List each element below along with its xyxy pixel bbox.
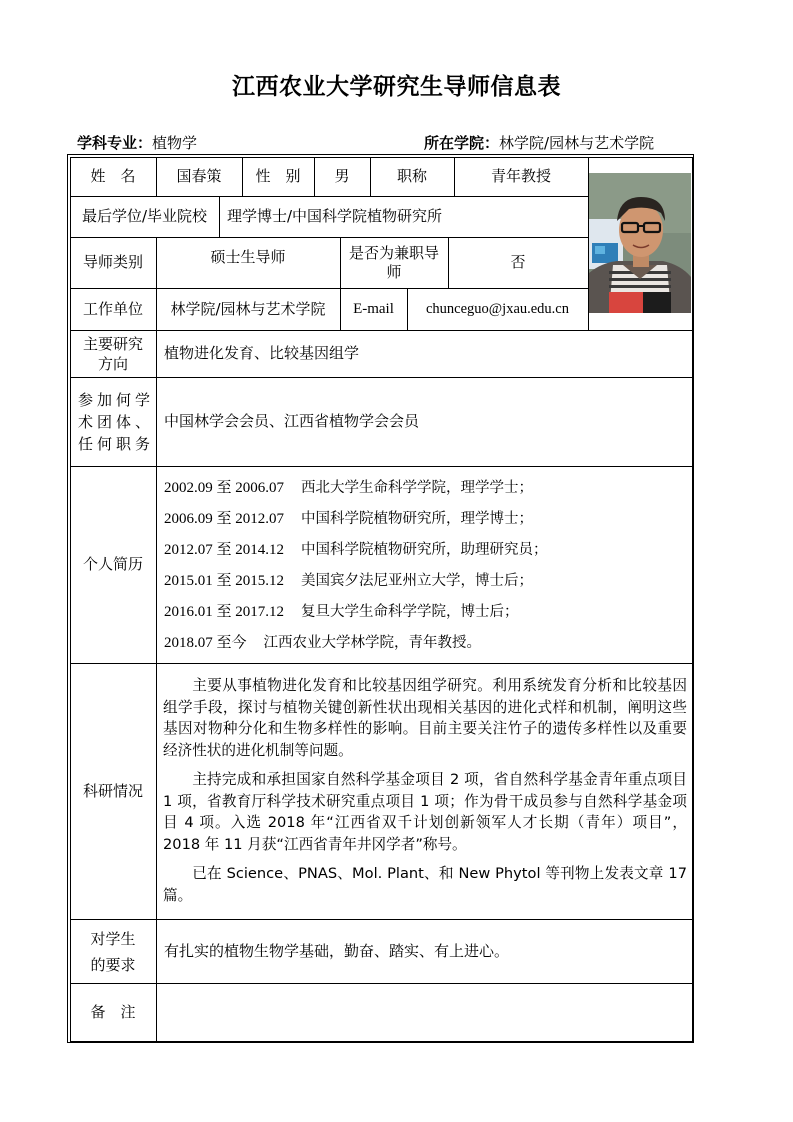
cv-date: 2015.01 至 2015.12 xyxy=(164,573,285,589)
requirements-label: 对学生的要求 xyxy=(90,929,136,974)
research-paragraph: 主持完成和承担国家自然科学基金项目 2 项，省自然科学基金青年重点项目 1 项，省教育厅科学技术研究重点项目 1 项；作为骨干成员参与自然科学基金项目 4 项。入选 2018 年“江西省双千计划创新领军人才长期（青年）项目”，2018 年 11 月获“江西省青年井冈学者”称号。 xyxy=(163,771,687,853)
supervisor-type-label: 导师类别 xyxy=(82,253,143,272)
research-paragraph: 已在 Science、PNAS、Mol. Plant、和 New Phytol 等刊物上发表文章 17 篇。 xyxy=(163,865,687,904)
gender-label: 性 别 xyxy=(255,167,301,186)
cv-list xyxy=(164,471,684,657)
requirements-value: 有扎实的植物生物学基础，勤奋、踏实、有上进心。 xyxy=(164,941,510,960)
parttime-value: 否 xyxy=(510,253,526,272)
research-direction-value: 植物进化发育、比较基因组学 xyxy=(164,344,360,363)
college-value: 林学院/园林与艺术学院 xyxy=(499,134,655,152)
workplace-value: 林学院/园林与艺术学院 xyxy=(170,299,326,318)
remarks-label: 备 注 xyxy=(90,1002,136,1021)
remarks-value[interactable] xyxy=(156,984,692,1041)
cv-item xyxy=(164,626,684,657)
portrait-photo xyxy=(589,173,691,313)
cv-desc: 美国宾夕法尼亚州立大学，博士后； xyxy=(301,573,534,589)
parttime-label: 是否为兼职导师 xyxy=(348,244,439,281)
societies-label: 参加何学术团体、任何职务 xyxy=(78,391,150,453)
major-value: 植物学 xyxy=(152,134,198,152)
cv-date: 2002.09 至 2006.07 xyxy=(164,480,285,496)
major-label: 学科专业 xyxy=(77,134,138,152)
job-title-label: 职称 xyxy=(396,167,427,186)
cv-label: 个人简历 xyxy=(82,555,143,574)
college-colon: ： xyxy=(484,134,500,152)
info-table xyxy=(70,157,693,1042)
degree-label: 最后学位/毕业院校 xyxy=(81,207,208,226)
job-title-value: 青年教授 xyxy=(490,167,551,186)
research-paragraph: 主要从事植物进化发育和比较基因组学研究。利用系统发育分析和比较基因组学手段，探讨与植物关键创新性状出现相关基因的进化式样和机制，阐明这些基因对物种分化和生物多样性的影响。目前主要关注竹子的遗传多样性以及重要经济性状的进化机制等问题。 xyxy=(163,677,687,759)
major-colon: ： xyxy=(137,134,153,152)
cv-date: 2012.07 至 2014.12 xyxy=(164,542,285,558)
cv-item xyxy=(164,502,684,533)
email-value[interactable]: chunceguo@jxau.edu.cn xyxy=(426,301,569,318)
gender-value: 男 xyxy=(334,167,350,186)
college-label: 所在学院 xyxy=(424,134,485,152)
cv-item xyxy=(164,533,684,564)
cv-desc: 中国科学院植物研究所，理学博士； xyxy=(301,511,534,527)
cv-item xyxy=(164,471,684,502)
degree-value: 理学博士/中国科学院植物研究所 xyxy=(227,207,443,226)
cv-desc: 中国科学院植物研究所，助理研究员； xyxy=(301,542,548,558)
cv-date: 2016.01 至 2017.12 xyxy=(164,604,285,620)
email-label: E-mail xyxy=(353,300,394,317)
research-direction-label: 主要研究方向 xyxy=(82,335,143,373)
row-divider xyxy=(70,466,693,467)
college-field xyxy=(424,132,654,153)
name-label: 姓 名 xyxy=(90,167,136,186)
societies-value: 中国林学会会员、江西省植物学会会员 xyxy=(164,412,420,431)
research-content xyxy=(163,675,687,914)
cv-item xyxy=(164,595,684,626)
row-divider xyxy=(70,663,693,664)
page-title: 江西农业大学研究生导师信息表 xyxy=(232,73,561,100)
workplace-label: 工作单位 xyxy=(82,299,143,318)
cv-item xyxy=(164,564,684,595)
cv-desc: 复旦大学生命科学学院，博士后； xyxy=(301,604,519,620)
cv-date: 2006.09 至 2012.07 xyxy=(164,511,285,527)
cv-desc: 江西农业大学林学院，青年教授。 xyxy=(263,635,482,651)
research-label: 科研情况 xyxy=(82,781,143,800)
supervisor-type-value: 硕士生导师 xyxy=(210,248,286,267)
major-field xyxy=(77,132,197,153)
portrait-icon xyxy=(589,173,691,313)
table-border-bottom xyxy=(70,1041,693,1042)
name-value: 国春策 xyxy=(176,167,222,186)
table-border-right xyxy=(692,157,693,1042)
cv-desc: 西北大学生命科学学院，理学学士； xyxy=(301,480,534,496)
cv-date: 2018.07 至今 xyxy=(164,635,247,651)
